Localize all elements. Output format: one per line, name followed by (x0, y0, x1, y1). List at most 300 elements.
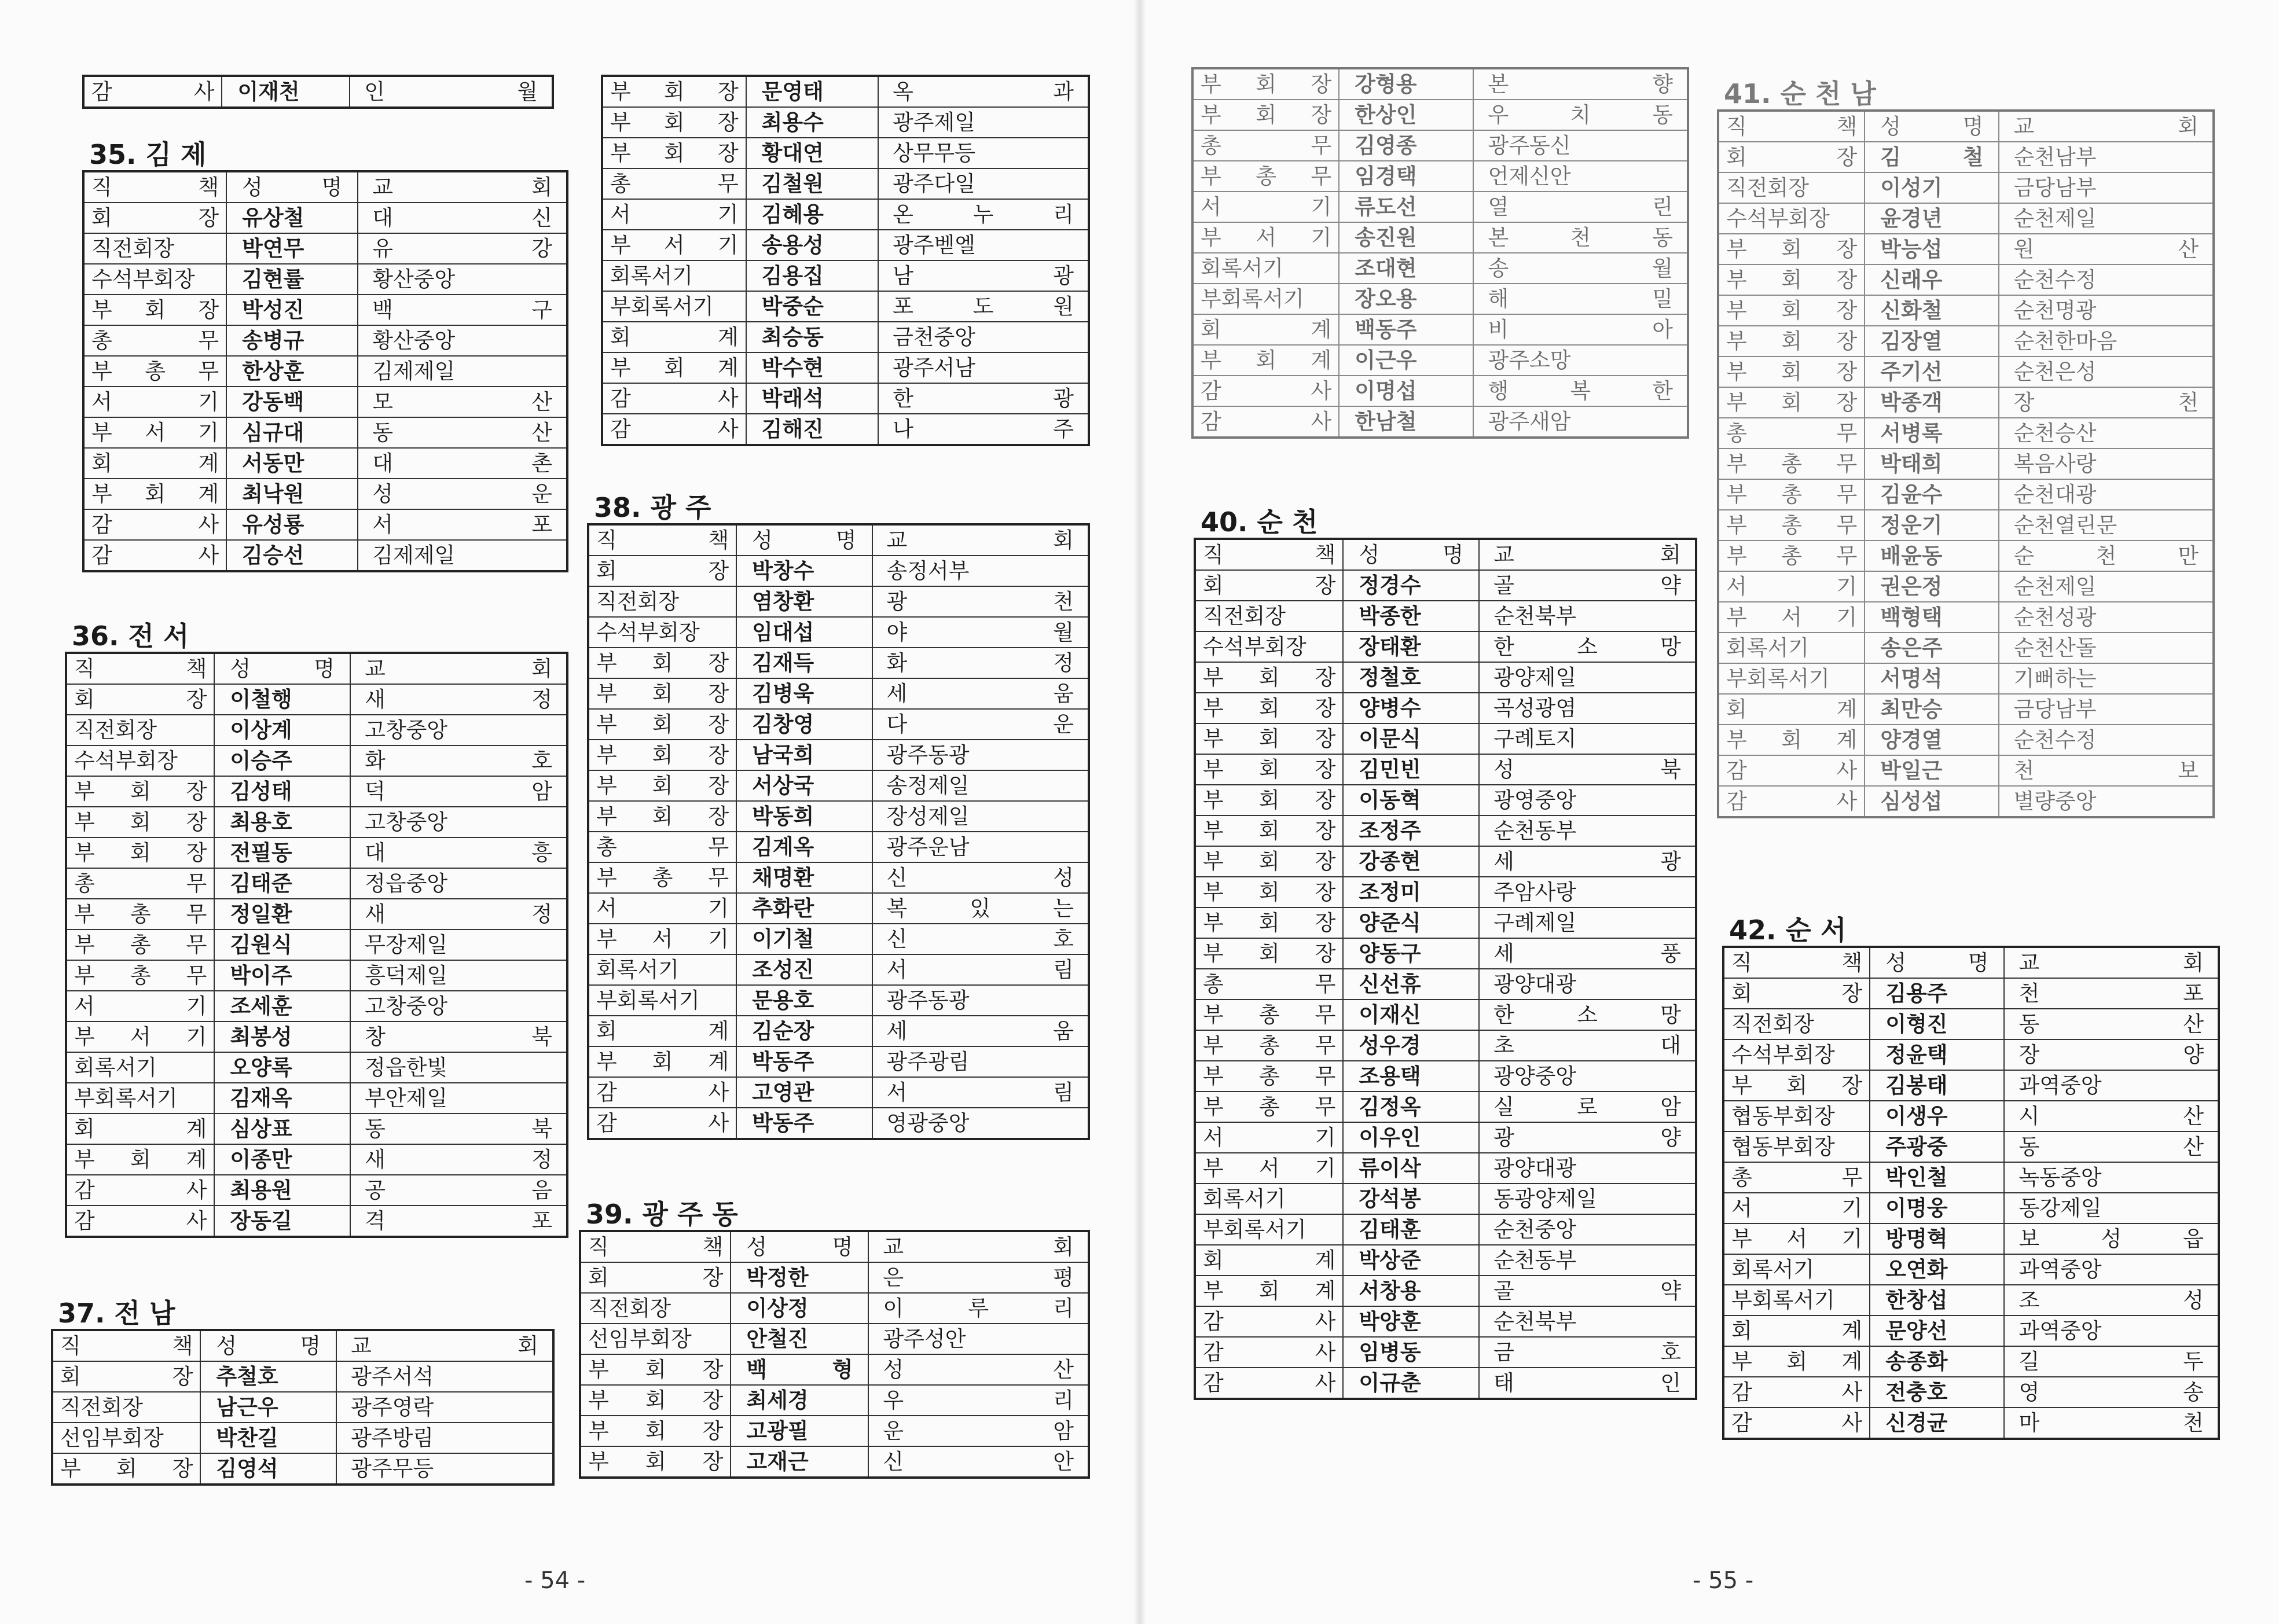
table-row (602, 414, 1089, 445)
role-cell: 부 회 장 (66, 776, 214, 807)
table-row (1192, 253, 1688, 284)
name-cell: 김정옥 (1343, 1092, 1479, 1122)
table-header-row (52, 1330, 553, 1361)
church-cell: 성 북 (1479, 754, 1696, 785)
role-cell: 부 회 장 (1195, 938, 1343, 969)
section-37-continued (601, 75, 1090, 446)
role-cell: 감 사 (1718, 786, 1865, 817)
church-cell: 동 산 (2004, 1131, 2219, 1162)
name-cell: 김재옥 (214, 1083, 350, 1114)
table-row (602, 168, 1089, 199)
role-cell: 부 회 계 (588, 1046, 736, 1077)
name-cell: 김영석 (200, 1453, 336, 1485)
church-cell: 골 약 (1479, 1276, 1696, 1306)
role-cell: 부 총 무 (1718, 541, 1865, 571)
role-cell: 부 회 장 (83, 295, 226, 325)
role-cell: 회 계 (1192, 314, 1339, 345)
table-row (1195, 1276, 1696, 1306)
role-cell: 부 회 장 (602, 76, 746, 107)
church-cell: 순천명광 (1999, 295, 2214, 326)
church-cell: 세 광 (1479, 846, 1696, 877)
name-cell: 강동백 (226, 387, 358, 417)
table-row (66, 899, 567, 929)
table-header-row (1723, 947, 2219, 978)
name-cell: 고재근 (731, 1446, 868, 1478)
name-cell: 김민빈 (1343, 754, 1479, 785)
name-cell: 백 형 (731, 1354, 868, 1385)
table-row (52, 1453, 553, 1485)
table-row (1718, 418, 2214, 449)
table-row (83, 479, 567, 509)
table-row (66, 837, 567, 868)
church-cell: 동 산 (2004, 1009, 2219, 1039)
church-cell: 광주동광 (872, 740, 1089, 770)
role-cell: 부 회 장 (580, 1354, 731, 1385)
name-cell: 추철호 (200, 1361, 336, 1392)
table-row (588, 924, 1089, 954)
table-row (83, 540, 567, 571)
church-cell: 격 포 (350, 1206, 567, 1237)
table-row (588, 586, 1089, 617)
section-36 (65, 618, 568, 1238)
table-row (588, 709, 1089, 740)
church-cell: 세 움 (872, 1016, 1089, 1046)
name-cell: 정윤택 (1870, 1039, 2004, 1070)
church-cell: 순천성광 (1999, 602, 2214, 633)
church-cell: 마 천 (2004, 1408, 2219, 1439)
name-cell: 김태훈 (1343, 1214, 1479, 1245)
role-cell: 부 서 기 (66, 1022, 214, 1052)
page-number-right: - 55 - (1693, 1567, 1754, 1594)
role-cell: 직전회장 (1718, 172, 1865, 203)
role-cell: 수석부회장 (83, 264, 226, 295)
name-cell: 정철호 (1343, 662, 1479, 693)
table-row (1195, 846, 1696, 877)
church-cell: 금천중앙 (878, 322, 1089, 352)
church-cell: 순천제일 (1999, 203, 2214, 234)
name-cell: 김원식 (214, 929, 350, 960)
church-cell: 성 산 (868, 1354, 1089, 1385)
name-cell: 이성기 (1865, 172, 1999, 203)
role-cell: 회 계 (66, 1114, 214, 1144)
name-cell: 심규대 (226, 417, 358, 448)
church-cell: 인 월 (350, 76, 553, 108)
table-header-row (1718, 111, 2214, 142)
table-row (1192, 284, 1688, 314)
table-row (1723, 1223, 2219, 1254)
role-cell: 총 무 (1192, 130, 1339, 161)
table-row (66, 715, 567, 745)
role-cell: 회록서기 (66, 1052, 214, 1083)
name-cell: 황대연 (746, 138, 878, 168)
table-row (1192, 406, 1688, 438)
header-role: 직 책 (1718, 111, 1865, 142)
table-row (1723, 1316, 2219, 1346)
name-cell: 최승동 (746, 322, 878, 352)
church-cell: 동광양제일 (1479, 1184, 1696, 1214)
role-cell: 부 회 장 (1718, 326, 1865, 357)
church-cell: 새 정 (350, 1144, 567, 1175)
church-cell: 순천제일 (1999, 571, 2214, 602)
header-church: 교 회 (1999, 111, 2214, 142)
church-cell: 우 치 동 (1473, 100, 1688, 130)
table-row (1192, 345, 1688, 376)
header-role: 직 책 (1195, 539, 1343, 570)
table-row (1718, 479, 2214, 510)
church-cell: 동 산 (358, 417, 567, 448)
table-row (1718, 234, 2214, 264)
name-cell: 김현률 (226, 264, 358, 295)
name-cell: 서동만 (226, 448, 358, 479)
church-cell: 포 도 원 (878, 291, 1089, 322)
name-cell: 이명웅 (1870, 1193, 2004, 1223)
role-cell: 부 서 기 (1192, 222, 1339, 253)
header-name: 성 명 (1343, 539, 1479, 570)
role-cell: 서 기 (66, 991, 214, 1022)
name-cell: 한남철 (1339, 406, 1473, 438)
table-row (1718, 541, 2214, 571)
church-cell: 야 월 (872, 617, 1089, 648)
role-cell: 부 회 장 (1195, 754, 1343, 785)
church-cell: 열 린 (1473, 192, 1688, 222)
role-cell: 부 회 장 (1195, 846, 1343, 877)
church-cell: 나 주 (878, 414, 1089, 445)
role-cell: 회 계 (602, 322, 746, 352)
name-cell: 김병욱 (736, 678, 872, 709)
name-cell: 최세경 (731, 1385, 868, 1416)
name-cell: 이종만 (214, 1144, 350, 1175)
role-cell: 회 계 (83, 448, 226, 479)
table-row (1723, 1408, 2219, 1439)
role-cell: 협동부회장 (1723, 1101, 1870, 1131)
name-cell: 강석봉 (1343, 1184, 1479, 1214)
header-church: 교 회 (872, 524, 1089, 556)
name-cell: 박양훈 (1343, 1306, 1479, 1337)
table-row (83, 417, 567, 448)
section-39 (579, 1196, 1090, 1479)
table-row (83, 448, 567, 479)
role-cell: 부 회 장 (1192, 100, 1339, 130)
table-row (1192, 192, 1688, 222)
church-cell: 광영중앙 (1479, 785, 1696, 815)
church-cell: 황산중앙 (358, 264, 567, 295)
name-cell: 이기철 (736, 924, 872, 954)
header-name: 성 명 (226, 171, 358, 203)
header-role: 직 책 (66, 653, 214, 684)
table-row (1723, 1070, 2219, 1101)
role-cell: 수석부회장 (1723, 1039, 1870, 1070)
role-cell: 부 회 계 (1195, 1276, 1343, 1306)
name-cell: 서명석 (1865, 663, 1999, 694)
name-cell: 조성진 (736, 954, 872, 985)
church-cell: 김제제일 (358, 356, 567, 387)
table-row (1195, 1000, 1696, 1030)
table-row (1195, 1214, 1696, 1245)
name-cell: 김순장 (736, 1016, 872, 1046)
role-cell: 부 총 무 (1718, 449, 1865, 479)
name-cell: 염창환 (736, 586, 872, 617)
role-cell: 감 사 (1718, 755, 1865, 786)
role-cell: 회 장 (1718, 142, 1865, 172)
section-title: 38. 광 주 (594, 492, 711, 523)
name-cell: 박수현 (746, 352, 878, 383)
table-row (1723, 1162, 2219, 1193)
table-row (588, 832, 1089, 862)
church-cell: 정읍한빛 (350, 1052, 567, 1083)
name-cell: 강형용 (1339, 68, 1473, 100)
table-row (602, 260, 1089, 291)
church-cell: 유 강 (358, 233, 567, 264)
header-name: 성 명 (200, 1330, 336, 1361)
church-cell: 광주동신 (1473, 130, 1688, 161)
table-row (588, 740, 1089, 770)
table-row (66, 1144, 567, 1175)
table-row (1723, 1101, 2219, 1131)
name-cell: 서병록 (1865, 418, 1999, 449)
section-42 (1722, 912, 2220, 1440)
table-row (588, 556, 1089, 586)
church-cell: 우 리 (868, 1385, 1089, 1416)
role-cell: 직전회장 (588, 586, 736, 617)
role-cell: 회 장 (1195, 570, 1343, 601)
table-row (1192, 130, 1688, 161)
table-row (580, 1416, 1089, 1446)
role-cell: 부 총 무 (1195, 1092, 1343, 1122)
role-cell: 직전회장 (83, 233, 226, 264)
church-cell: 동 북 (350, 1114, 567, 1144)
table-row (1195, 815, 1696, 846)
role-cell: 부 총 무 (1192, 161, 1339, 192)
name-cell: 임대섭 (736, 617, 872, 648)
table-row (580, 1354, 1089, 1385)
role-cell: 부 회 장 (588, 770, 736, 801)
name-cell: 이규춘 (1343, 1368, 1479, 1399)
table-row (1718, 449, 2214, 479)
name-cell: 이재천 (222, 76, 350, 108)
church-cell: 과역중앙 (2004, 1254, 2219, 1285)
role-cell: 직전회장 (1195, 601, 1343, 631)
table-row (66, 776, 567, 807)
table-header-row (580, 1231, 1089, 1262)
church-cell: 순천동부 (1479, 1245, 1696, 1276)
name-cell: 조세훈 (214, 991, 350, 1022)
name-cell: 김봉태 (1870, 1070, 2004, 1101)
role-cell: 부 회 장 (1718, 357, 1865, 387)
name-cell: 심성섭 (1865, 786, 1999, 817)
church-cell: 장성제일 (872, 801, 1089, 832)
table-row (66, 745, 567, 776)
church-cell: 광주새암 (1473, 406, 1688, 438)
table-row (1718, 694, 2214, 725)
role-cell: 부 회 계 (1718, 725, 1865, 755)
church-cell: 순천은성 (1999, 357, 2214, 387)
role-cell: 부 회 장 (1195, 662, 1343, 693)
table-row (602, 352, 1089, 383)
section-40 (1194, 504, 1697, 1400)
name-cell: 송용성 (746, 230, 878, 260)
role-cell: 협동부회장 (1723, 1131, 1870, 1162)
table-row (580, 1446, 1089, 1478)
roster-table (65, 652, 568, 1238)
church-cell: 한 소 망 (1479, 631, 1696, 662)
name-cell: 박창수 (736, 556, 872, 586)
table-row (588, 801, 1089, 832)
church-cell: 조 성 (2004, 1285, 2219, 1316)
church-cell: 광주광림 (872, 1046, 1089, 1077)
church-cell: 광주소망 (1473, 345, 1688, 376)
table-row (1718, 203, 2214, 234)
section-title: 42. 순 서 (1729, 914, 1847, 946)
church-cell: 순천승산 (1999, 418, 2214, 449)
header-role: 직 책 (83, 171, 226, 203)
church-cell: 고창중앙 (350, 991, 567, 1022)
table-row (1195, 754, 1696, 785)
table-row (1195, 1092, 1696, 1122)
table-row (83, 233, 567, 264)
role-cell: 수석부회장 (588, 617, 736, 648)
name-cell: 김계옥 (736, 832, 872, 862)
role-cell: 회록서기 (1195, 1184, 1343, 1214)
section-41 (1717, 76, 2215, 818)
table-row (602, 230, 1089, 260)
church-cell: 광 양 (1479, 1122, 1696, 1153)
church-cell: 부안제일 (350, 1083, 567, 1114)
role-cell: 감 사 (66, 1175, 214, 1206)
header-name: 성 명 (1870, 947, 2004, 978)
table-row (1195, 969, 1696, 1000)
role-cell: 부 회 장 (580, 1446, 731, 1478)
name-cell: 정경수 (1343, 570, 1479, 601)
church-cell: 화 호 (350, 745, 567, 776)
church-cell: 상무무등 (878, 138, 1089, 168)
name-cell: 유상철 (226, 203, 358, 233)
church-cell: 황산중앙 (358, 325, 567, 356)
church-cell: 한 광 (878, 383, 1089, 414)
name-cell: 최용원 (214, 1175, 350, 1206)
role-cell: 감 사 (83, 76, 222, 108)
role-cell: 수석부회장 (66, 745, 214, 776)
section-34-continued (82, 75, 554, 109)
table-row (66, 1083, 567, 1114)
name-cell: 양병수 (1343, 693, 1479, 723)
table-row (83, 509, 567, 540)
role-cell: 부 서 기 (602, 230, 746, 260)
name-cell: 조정주 (1343, 815, 1479, 846)
role-cell: 부 총 무 (83, 356, 226, 387)
church-cell: 무장제일 (350, 929, 567, 960)
role-cell: 감 사 (602, 414, 746, 445)
church-cell: 고창중앙 (350, 807, 567, 837)
role-cell: 총 무 (1723, 1162, 1870, 1193)
header-church: 교 회 (1479, 539, 1696, 570)
name-cell: 최봉성 (214, 1022, 350, 1052)
church-cell: 신 성 (872, 862, 1089, 893)
table-row (588, 648, 1089, 678)
church-cell: 광주서남 (878, 352, 1089, 383)
table-row (1195, 570, 1696, 601)
name-cell: 박이주 (214, 960, 350, 991)
role-cell: 총 무 (83, 325, 226, 356)
name-cell: 임병동 (1343, 1337, 1479, 1368)
name-cell: 김철원 (746, 168, 878, 199)
table-row (1723, 1346, 2219, 1377)
church-cell: 송 월 (1473, 253, 1688, 284)
name-cell: 장동길 (214, 1206, 350, 1237)
church-cell: 곡성광염 (1479, 693, 1696, 723)
role-cell: 회 장 (1723, 978, 1870, 1009)
table-row (52, 1361, 553, 1392)
name-cell: 양동구 (1343, 938, 1479, 969)
name-cell: 박인철 (1870, 1162, 2004, 1193)
table-row (580, 1293, 1089, 1324)
section-38 (587, 490, 1090, 1140)
role-cell: 부 회 계 (602, 352, 746, 383)
role-cell: 선임부회장 (580, 1324, 731, 1354)
role-cell: 부회록서기 (1195, 1214, 1343, 1245)
name-cell: 송종화 (1870, 1346, 2004, 1377)
name-cell: 정운기 (1865, 510, 1999, 541)
church-cell: 보 성 읍 (2004, 1223, 2219, 1254)
name-cell: 문양선 (1870, 1316, 2004, 1346)
name-cell: 한창섭 (1870, 1285, 2004, 1316)
role-cell: 부 총 무 (66, 899, 214, 929)
name-cell: 추화란 (736, 893, 872, 924)
table-row (602, 291, 1089, 322)
role-cell: 회록서기 (1723, 1254, 1870, 1285)
name-cell: 양준식 (1343, 907, 1479, 938)
name-cell: 박동주 (736, 1046, 872, 1077)
table-row (1195, 1368, 1696, 1399)
church-cell: 광양대광 (1479, 1153, 1696, 1184)
table-row (66, 1206, 567, 1237)
table-row (588, 1016, 1089, 1046)
church-cell: 광양중앙 (1479, 1061, 1696, 1092)
role-cell: 부 회 장 (588, 678, 736, 709)
church-cell: 천 포 (2004, 978, 2219, 1009)
table-row (1195, 1337, 1696, 1368)
church-cell: 대 촌 (358, 448, 567, 479)
church-cell: 공 음 (350, 1175, 567, 1206)
role-cell: 부 회 장 (66, 807, 214, 837)
section-35 (82, 137, 568, 572)
name-cell: 박동희 (736, 801, 872, 832)
name-cell: 이재신 (1343, 1000, 1479, 1030)
header-name: 성 명 (736, 524, 872, 556)
name-cell: 양경열 (1865, 725, 1999, 755)
role-cell: 부 총 무 (1195, 1061, 1343, 1092)
name-cell: 박찬길 (200, 1423, 336, 1453)
section-title: 36. 전 서 (72, 620, 189, 652)
table-row (580, 1262, 1089, 1293)
name-cell: 김해진 (746, 414, 878, 445)
church-cell: 구례토지 (1479, 723, 1696, 754)
table-row (602, 107, 1089, 138)
role-cell: 부 회 장 (588, 648, 736, 678)
church-cell: 새 정 (350, 899, 567, 929)
role-cell: 부 회 장 (588, 709, 736, 740)
church-cell: 다 운 (872, 709, 1089, 740)
church-cell: 광주성안 (868, 1324, 1089, 1354)
table-row (580, 1385, 1089, 1416)
name-cell: 서창용 (1343, 1276, 1479, 1306)
table-row (66, 1114, 567, 1144)
church-cell: 기뻐하는 (1999, 663, 2214, 694)
table-row (83, 295, 567, 325)
church-cell: 순천북부 (1479, 1306, 1696, 1337)
name-cell: 박태희 (1865, 449, 1999, 479)
name-cell: 남근우 (200, 1392, 336, 1423)
role-cell: 회 계 (588, 1016, 736, 1046)
